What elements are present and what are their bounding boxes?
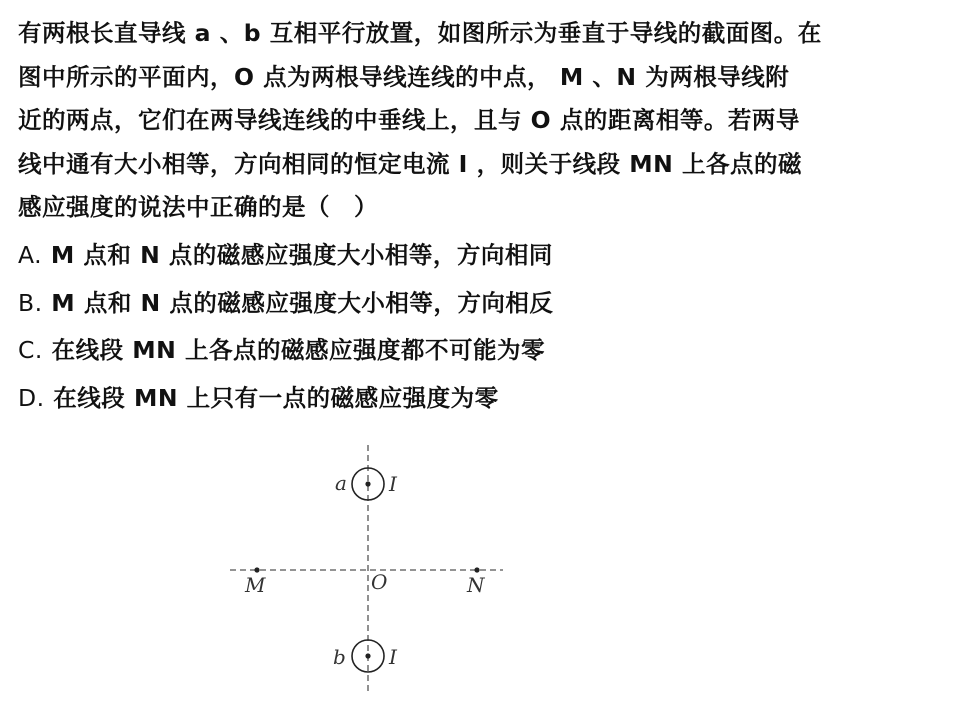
point-o-label: O xyxy=(371,570,388,594)
question-line-5: 感应强度的说法中正确的是（ ） xyxy=(18,193,378,221)
option-b[interactable] xyxy=(18,280,953,328)
point-m-label: M xyxy=(245,573,266,597)
wire-a-current-label: I xyxy=(389,472,397,496)
question-line-3: 近的两点，它们在两导线连线的中垂线上，且与 O 点的距离相等。若两导 xyxy=(18,106,800,134)
option-d-letter: D. xyxy=(18,383,45,412)
question-line-1: 有两根长直导线 a 、b 互相平行放置，如图所示为垂直于导线的截面图。在 xyxy=(18,19,822,47)
option-b-text: M 点和 N 点的磁感应强度大小相等，方向相反 xyxy=(51,288,554,317)
answer-options xyxy=(18,232,953,422)
option-a-letter: A. xyxy=(18,241,43,269)
question-line-2: 图中所示的平面内，O 点为两根导线连线的中点， M 、N 为两根导线附 xyxy=(18,62,790,91)
question-stem xyxy=(18,12,953,230)
point-m-dot xyxy=(254,567,259,572)
option-d[interactable] xyxy=(18,375,953,423)
wire-b-label: b xyxy=(333,645,346,669)
wire-a-current-dot xyxy=(365,481,370,486)
option-b-letter: B. xyxy=(18,288,43,317)
option-c[interactable] xyxy=(18,327,953,375)
option-a[interactable] xyxy=(18,232,953,280)
option-c-text: 在线段 MN 上各点的磁感应强度都不可能为零 xyxy=(51,336,545,364)
option-c-letter: C. xyxy=(18,336,43,364)
option-d-text: 在线段 MN 上只有一点的磁感应强度为零 xyxy=(53,383,499,412)
option-a-text: M 点和 N 点的磁感应强度大小相等，方向相同 xyxy=(50,241,553,269)
point-n-label: N xyxy=(467,573,485,597)
wire-a-label: a xyxy=(335,471,347,495)
wire-b-current-dot xyxy=(365,653,370,658)
point-n-dot xyxy=(474,567,479,572)
question-line-4: 线中通有大小相等，方向相同的恒定电流 I ，则关于线段 MN 上各点的磁 xyxy=(18,149,803,178)
wire-cross-section-diagram xyxy=(225,440,515,700)
wire-b-current-label: I xyxy=(389,645,397,669)
